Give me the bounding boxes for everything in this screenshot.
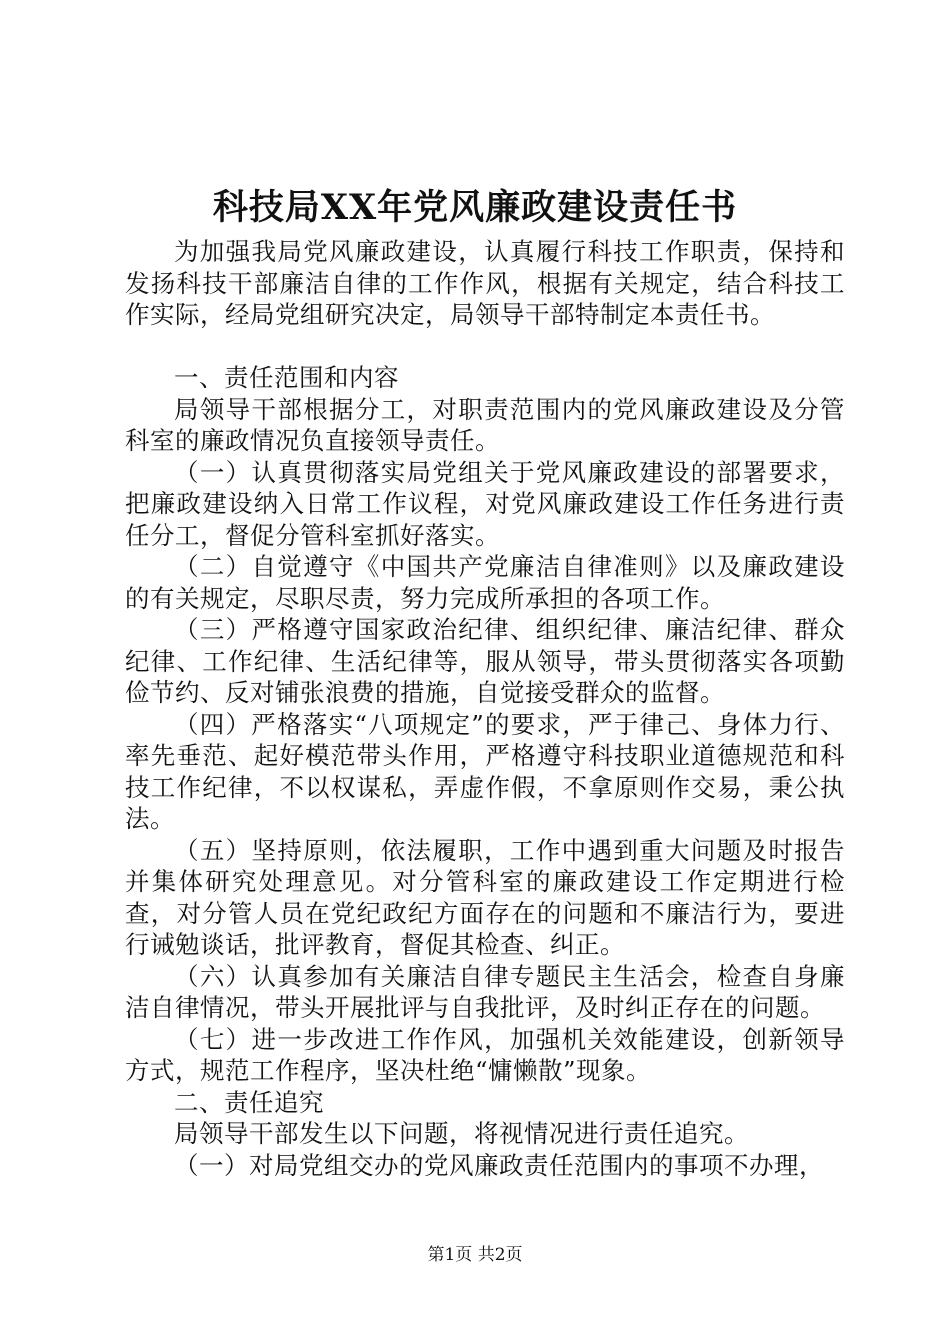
paragraph: （三）严格遵守国家政治纪律、组织纪律、廉洁纪律、群众纪律、工作纪律、生活纪律等，服从领导，带头贯彻落实各项勤俭节约、反对铺张浪费的措施，自觉接受群众的监督。 <box>125 615 845 707</box>
paragraph: （六）认真参加有关廉洁自律专题民主生活会，检查自身廉洁自律情况，带头开展批评与自我批评，及时纠正存在的问题。 <box>125 961 845 1022</box>
paragraph: 局领导干部发生以下问题，将视情况进行责任追究。 <box>174 1119 749 1148</box>
paragraph: （二）自觉遵守《中国共产党廉洁自律准则》以及廉政建设的有关规定，尽职尽责，努力完成所承担的各项工作。 <box>125 552 845 613</box>
paragraph: （五）坚持原则，依法履职，工作中遇到重大问题及时报告并集体研究处理意见。对分管科室的廉政建设工作定期进行检查，对分管人员在党纪政纪方面存在的问题和不廉洁行为，要进行诫勉谈话，批评教育，督促其检查、纠正。 <box>125 835 845 959</box>
paragraph: （一）认真贯彻落实局党组关于党风廉政建设的部署要求，把廉政建设纳入日常工作议程，对党风廉政建设工作任务进行责任分工，督促分管科室抓好落实。 <box>125 457 845 550</box>
paragraph: （七）进一步改进工作作风，加强机关效能建设，创新领导方式，规范工作程序，坚决杜绝“慵懒散”现象。 <box>125 1024 845 1085</box>
paragraph: （四）严格落实“八项规定”的要求，严于律己、身体力行、率先垂范、起好模范带头作用，严格遵守科技职业道德规范和科技工作纪律，不以权谋私，弄虚作假，不拿原则作交易，秉公执法。 <box>125 709 845 833</box>
intro-paragraph: 为加强我局党风廉政建设，认真履行科技工作职责，保持和发扬科技干部廉洁自律的工作作风，根据有关规定，结合科技工作实际，经局党组研究决定，局领导干部特制定本责任书。 <box>125 237 845 329</box>
page-number: 第1页 共2页 <box>427 1245 523 1265</box>
document-title: 科技局XX年党风廉政建设责任书 <box>212 187 738 228</box>
document-body <box>125 236 845 1181</box>
paragraph: 局领导干部根据分工，对职责范围内的党风廉政建设及分管科室的廉政情况负直接领导责任。 <box>125 394 845 455</box>
section-heading-1: 一、责任范围和内容 <box>174 363 399 392</box>
paragraph: （一）对局党组交办的党风廉政责任范围内的事项不办理， <box>174 1150 824 1180</box>
section-heading-2: 二、责任追究 <box>174 1087 324 1117</box>
